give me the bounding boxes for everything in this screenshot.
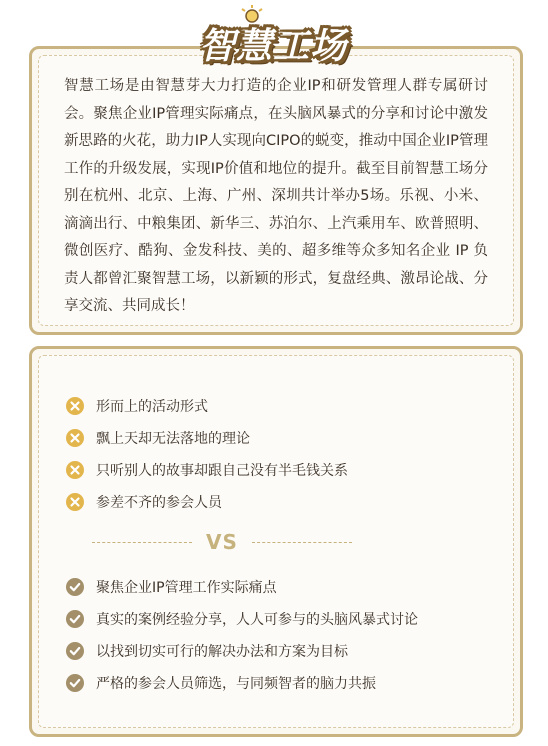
cons-list (66, 390, 348, 518)
cons-list-item (66, 454, 348, 486)
x-icon (66, 397, 84, 415)
cons-item-text: 形而上的活动形式 (96, 399, 208, 415)
cons-item-text: 只听别人的故事却跟自己没有半毛钱关系 (96, 463, 348, 479)
cons-list-item (66, 422, 348, 454)
title-badge (185, 4, 361, 68)
cons-list-item (66, 486, 348, 518)
pros-list-item (66, 571, 418, 603)
check-icon (66, 610, 84, 628)
pros-item-text: 聚焦企业IP管理工作实际痛点 (96, 580, 277, 596)
pros-list-item (66, 603, 418, 635)
pros-list-item (66, 635, 418, 667)
cons-item-text: 参差不齐的参会人员 (96, 495, 222, 511)
x-icon (66, 429, 84, 447)
vs-label: VS (206, 530, 238, 554)
cons-list-item (66, 390, 348, 422)
check-icon (66, 578, 84, 596)
cons-item-text: 飘上天却无法落地的理论 (96, 431, 250, 447)
page-title: 智慧工场 (198, 26, 347, 67)
x-icon (66, 493, 84, 511)
intro-paragraph: 智慧工场是由智慧芽大力打造的企业IP和研发管理人群专属研讨会。聚焦企业IP管理实际痛点，在头脑风暴式的分享和讨论中激发新思路的火花，助力IP人实现向CIPO的蜕变，推动中国企业IP管理工作的升级发展，实现IP价值和地位的提升。截至目前智慧工场分别在杭州、北京、上海、广州、深圳共计举办5场。乐视、小米、滴滴出行、中粮集团、新华三、苏泊尔、上汽乘用车、欧普照明、微创医疗、酷狗、金发科技、美的、超多维等众多知名企业 IP 负责人都曾汇聚智慧工场，以新颖的形式，复盘经典、激昂论战、分享交流、共同成长！ (64, 78, 488, 314)
vs-divider-line-right (252, 542, 352, 543)
x-icon (66, 461, 84, 479)
vs-divider (92, 530, 352, 554)
pros-list-item (66, 667, 418, 699)
pros-list (66, 571, 418, 699)
pros-item-text: 真实的案例经验分享，人人可参与的头脑风暴式讨论 (96, 612, 418, 628)
pros-item-text: 以找到切实可行的解决办法和方案为目标 (96, 644, 348, 660)
pros-item-text: 严格的参会人员筛选，与同频智者的脑力共振 (96, 676, 376, 692)
check-icon (66, 642, 84, 660)
check-icon (66, 674, 84, 692)
